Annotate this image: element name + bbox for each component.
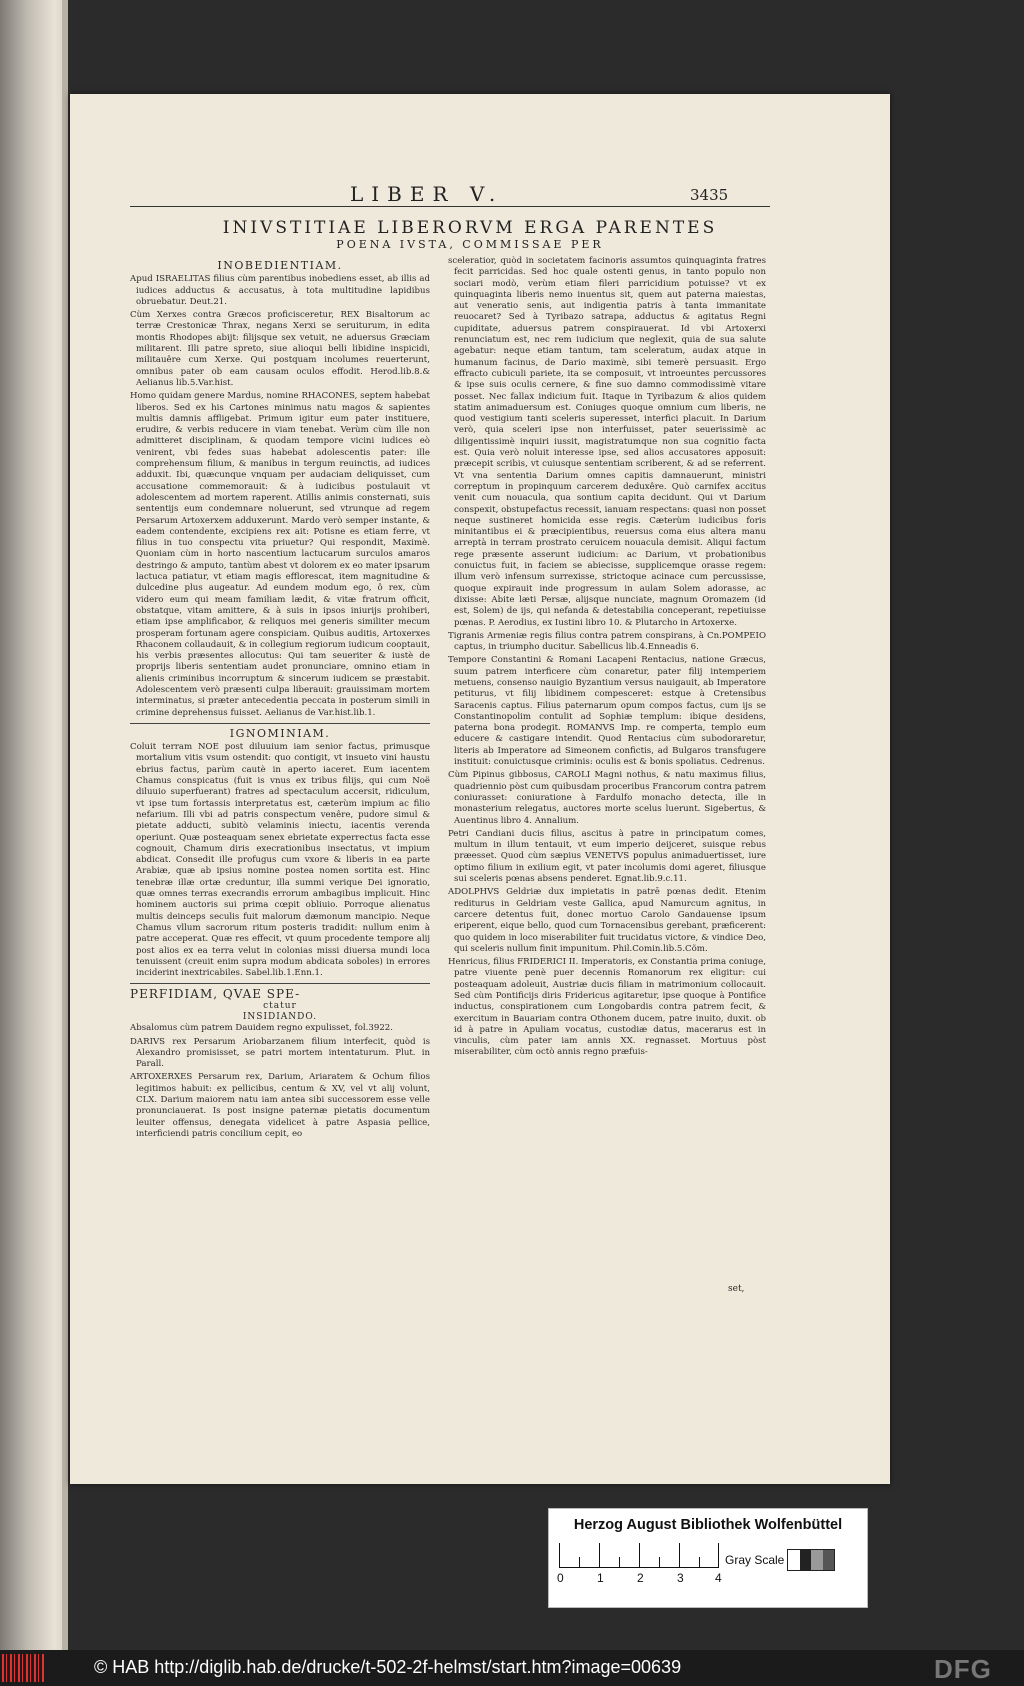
paragraph: ARTOXERXES Persarum rex, Darium, Ariaratem & Ochum filios legitimos habuit: ex pellicibus, centum & XV, vel vt alij volunt, CLX. Darium maiorem natu iam antea sibi successorem esse velle pronunciauerat. Is post insigne paternæ pietatis documentum leuiter offensus, denegata videlicet à patre Aspasia pellice, interficiendi patris concilium cepit, eo: [130, 1072, 430, 1139]
library-name: Herzog August Bibliothek Wolfenbüttel: [573, 1517, 843, 1533]
chapter-subtitle: POENA IVSTA, COMMISSAE PER: [336, 238, 604, 251]
centimeter-ruler: [559, 1543, 719, 1568]
ruler-number: 2: [637, 1571, 644, 1585]
section-heading-continuation: ctatur: [263, 1000, 297, 1011]
paragraph: Tempore Constantini & Romani Lacapeni Rentacius, natione Græcus, suum patrem interficere cùm conaretur, pater filij intemperiem metuens, consenso nauigio Byzantium versus nauigauit, ab Imperatore petiturus, vt filij libidinem compesceret: estque à Cretensibus Saracenis captus. Filius paternarum opum compos factus, cum ijs se Constantinopolim contulit ad Sophiæ templum: ibique desidens, paterna bona prodegit. ROMANVS Imp. re comperta, templo eum educere & castigare intendit. Quod Rentacius cùm subodoraretur, literis ab Imperatore ad Simeonem confictis, ad Bulgaros transfugere instituit: conuictusque criminis: oculis est & bonis spoliatus. Cedrenus.: [448, 655, 766, 768]
paragraph: Homo quidam genere Mardus, nomine RHACONES, septem habebat liberos. Sed ex his Cartones minimus natu magos & sapientes multis damnis affligebat. Primum igitur eum pater instituere, erudire, & verbis reducere in viam tenebat. Verùm cùm ille non admitteret disciplinam, & quodam tempore vicini iudices eò venirent, vbi fedes suas habebat adolescentis pater: ille comprehensum filium, & manibus in tergum reuinctis, ad iudices adduxit. Ibi, quæcunque vnquam per audaciam deliquisset, cum accusatione commemorauit: & à iudicibus postulauit vt adolescentem ad mortem raperent. Atillis animis consternati, suis sententijs eum condemnare noluerunt, sed vtrunque ad regem Persarum Artoxerxem adduxerunt. Mardo verò semper instante, & eadem contendente, excipiens rex ait: Potisne es etiam ferre, vt filius in tuo conspectu vita priuetur? Qui respondit, Maximè. Quoniam cùm in horto nascentium lactucarum surculos amaros destringo & amputo, tantùm abest vt dolorem ex eo mater ipsarum lactuca patiatur, vt etiam magis efflorescat, item magnitudine & dulcedine plus augeatur. Ad eundem modum ego, ô rex, cùm videro eum qui meam familiam lædit, & vitæ fratrum officit, obstatque, vitam amittere, & à suis in ipsos iniurijs prohiberi, etiam ipse amplificabor, & reliquos mei generis similiter mecum prosperam fortunam agere conspiciam. Quibus auditis, Artoxerxes Rhaconem collaudauit, & in collegium regiorum iudicum cooptauit, his verbis præsentes allocutus: Qui tam seueriter & iustè de proprijs liberis sententiam audet pronunciare, omnino etiam in alienis criminibus incorruptum & sincerum iudicem se præstabit. Adolescentem verò præsenti culpa liberauit: grauissimam mortem interminatus, si præter antecedentia peccata in posterum simili in crimine deprehensus fuisset. Aelianus de Var.hist.lib.1.: [130, 391, 430, 718]
paragraph: Henricus, filius FRIDERICI II. Imperatoris, ex Constantia prima coniuge, patre viuente penè puer decennis Romanorum rex eligitur: cui posteaquam adoleuit, Austriæ ducis filiam in matrimonium collocauit. Sed cùm Pontificijs diris Fridericus agitaretur, ipse quoque à Pontifice inductus, conspirationem cum Longobardis contra patrem fecit, & exercitum in Bauariam contra Othonem ducem, patre inuito, duxit. ob id à patre in Apuliam vocatus, custodiæ datus, macerarus est in vinculis, cùm pater iam annis XX. regnasset. Mortuus pòst miserabiliter, cùm octò annis regno præfuis-: [448, 957, 766, 1058]
paragraph: Apud ISRAELITAS filius cùm parentibus inobediens esset, ab illis ad iudices adductus & accusatus, à tota multitudine lapidibus obruebatur. Deut.21.: [130, 274, 430, 307]
section-heading-perfidiam: PERFIDIAM, QVAE SPE-: [130, 987, 301, 1002]
paragraph: DARIVS rex Persarum Ariobarzanem filium interfecit, quòd is Alexandro promisisset, se patri mortem intentaturum. Plut. in Parall.: [130, 1036, 430, 1070]
ruler-number: 3: [677, 1571, 684, 1585]
library-scale-label: [548, 1508, 868, 1608]
right-column: [448, 256, 766, 1061]
viewer-footer: [0, 1650, 1024, 1686]
gray-scale-label: Gray Scale: [725, 1553, 785, 1567]
ruler-number: 4: [715, 1571, 722, 1585]
catchword: set,: [728, 1284, 745, 1294]
adjacent-page-edge: [0, 0, 68, 1650]
section-divider: [130, 983, 430, 984]
chapter-title: INIVSTITIAE LIBERORVM ERGA PARENTES: [222, 218, 718, 238]
subsection-heading-insidiando: INSIDIANDO.: [242, 1012, 318, 1022]
section-heading-inobedientiam: INOBEDIENTIAM.: [217, 259, 343, 272]
dfg-logo: DFG: [934, 1654, 992, 1684]
paragraph: sceleratior, quòd in societatem facinoris assumtos quinquaginta fratres fecit parricidas. Sed hoc quale ostenti genus, in tanto populo non sociari modò, verùm etiam fileri parricidium potuisse? vt ex quinquaginta liberis nemo inuentus sit, quem aut paterna maiestas, aut veneratio senis, aut indigentia patris à tanta immanitate reuocaret? Sed à Tyribazo satrapa, adductus & agitatus Regni cupiditate, aduersus patrem conspirauerat. Id vbi Artoxerxi renunciatum est, nec rem iudicium que neglexit, quia de sua salute agebatur: neque etiam tantum, tam sceleratum, audax atque in humanum facinus, de Dario maximè, sibi temerè persuasit. Ergo effracto cubiculi pariete, ita se composuit, vt introeuntes percussores & ipse suis oculis cernere, & fine suo damno commodissimè vitare posset. Nec fallax indicium fuit. Itaque in Tyribazum & alios quidem statim animaduersum est. Coniuges quoque omnium cum liberis, ne quod vestigium tanti sceleris superesset, interfici placuit. In Darium verò, quia sceleri ipse non interfuisset, pater seuerissimè ac diligentissimè inquiri iussit, magistratumque non sua cognitio facta est. Quia verò noluit interesse ipse, sed alios accusatores apposuit: præcepit scribis, vt cuiusque sententiam scriberent, & ad se referrent. Vt vna sententia Darium omnes capitis damnauerunt, ministri correptum in propinquum carcerem deduxêre. Quò carnifex accitus venit cum nouacula, qua sontium capita decidunt. Qui vt Darium conspexit, obstupefactus recessit, ianuam respectans: quasi non posset neque sustineret homicida esse regis. Cæterùm iudicibus foris minitantibus ei & præcipientibus, reuersus coma eius altera manu arreptà in terram prostrato ceruicem nouacula demisit. Aliqui factum rege præsente asserunt iudicium: ac Darium, vt probationibus conuictus fuit, in faciem se abiecisse, supplicemque orasse regem: illum verò infensum surrexisse, strictoque acinace cum percussisse, quoque expirauit inde progressum in aulam Solem adorasse, ac dixisse: Abite læti Persæ, alijsque nunciate, magnum Oromazem (id est, Solem) de ijs, qui nefanda & detestabilia conceperant, repetiuisse pœnas. P. Aerodius, ex Iustini libro 10. & Plutarcho in Artoxerxe.: [448, 256, 766, 628]
paragraph: Cùm Pipinus gibbosus, CAROLI Magni nothus, & natu maximus filius, quadriennio pòst cum quibusdam proceribus Francorum contra patrem coniurasset: coniuratione à Fardulfo monacho detecta, ille in monasterium relegatus, auctores morte scelus luerunt. Sigebertus, & Auentinus libro 4. Annalium.: [448, 770, 766, 826]
paragraph: ADOLPHVS Geldriæ dux impietatis in patrē pœnas dedit. Etenim rediturus in Geldriam veste Gallica, apud Namurcum agnitus, in carcere detentus fuit, donec mortuo Carolo Gandauense ipsum eriperent, eique bello, quod cum Tornacensibus gerebant, præficerent: quo quidem in loco miserabiliter fuit trucidatus victore, & vindice Deo, qui sceleris nullum finit impunitum. Phil.Comin.lib.5.Cõm.: [448, 887, 766, 954]
paragraph: Petri Candiani ducis filius, ascitus à patre in principatum comes, multum in illum tentauit, vt eum imperio deijceret, suisque rebus præesset. Quod cùm sæpius VENETVS populus animaduertisset, iure optimo filium in exilium egit, vt pater incolumis domi ageret, filiusque sui sceleris pœnas absens penderet. Egnat.lib.9.c.11.: [448, 828, 766, 885]
running-head-liber: LIBER V.: [350, 182, 504, 206]
book-page: [70, 94, 890, 1484]
gray-scale-swatch: [787, 1549, 835, 1571]
paragraph: Coluit terram NOE post diluuium iam senior factus, primusque mortalium vitis vsum ostendit: quo contigit, vt insueto vini haustu ebrius factus, parùm cautè in aperto iaceret. Eum iacentem Chamus conspicatus (fuit is vnus ex tribus filijs, qui cum Noë diluuio superfuerant) fratres ad spectaculum accersit, ridiculum, vt ipse tum fortassis interpretatus est, cæterùm impium ac filio nefarium. Illi vbi ad patris conspectum venêre, pudore simul & pietate adducti, subitò velaminis iniectu, iacentis verenda operiunt. Quæ posteaquam senex ebrietate experrectus facta esse cognouit, Chamum diris execrationibus insectatus, vt impium abdicat. Consedit ille profugus cum vxore & liberis in ea parte Arabiæ, quæ ab ipsius nomine postea nomen sortita est. Hinc tenebræ illæ ortæ creduntur, illa summi verique Dei ignoratio, quæ omnes terras execrandis errorum ambagibus implicuit. Hinc hominem auctoris sui prima cœpit obliuio. Porroque alienatus multis deinceps seculis fuit malorum dæmonum mancipio. Neque Chamus vllum sacrorum ritum posteris tradidit: nullum enim à patre acceperat. Quæ res effecit, vt quum procedente tempore alij post alios ex ea terra velut in colonias missi diuersa mundi loca tenuissent (creuit enim supra modum abdicata soboles) in errores inciderint inextricabiles. Sabel.lib.1.Enn.1.: [130, 742, 430, 979]
paragraph: Absalomus cùm patrem Dauidem regno expulisset, fol.3922.: [130, 1023, 393, 1034]
left-column: [130, 256, 430, 1142]
hab-logo-icon: [2, 1654, 46, 1682]
ruler-number: 1: [597, 1571, 604, 1585]
ruler-number: 0: [557, 1571, 564, 1585]
section-heading-ignominiam: IGNOMINIAM.: [229, 726, 331, 740]
copyright-url[interactable]: © HAB http://diglib.hab.de/drucke/t-502-2f-helmst/start.htm?image=00639: [94, 1657, 682, 1677]
page-number: 3435: [690, 186, 729, 204]
section-divider: [130, 723, 430, 724]
paragraph: Tigranis Armeniæ regis filius contra patrem conspirans, à Cn.POMPEIO captus, in triumpho ducitur. Sabellicus lib.4.Enneadis 6.: [448, 630, 766, 653]
paragraph: Cùm Xerxes contra Græcos proficisceretur, REX Bisaltorum ac terræ Crestonicæ Thrax, negans Xerxi se seruiturum, in edita montis Rhodopes abijt: filijsque sex vetuit, ne aduersus Græciam militarent. Illi patre spreto, siue alioqui belli libidine inspicidi, militauêre cum Xerxe. Qui postquam incolumes reuerterunt, omnibus pater ob eam causam oculos effodit. Herod.lib.8.& Aelianus lib.5.Var.hist.: [130, 310, 430, 388]
